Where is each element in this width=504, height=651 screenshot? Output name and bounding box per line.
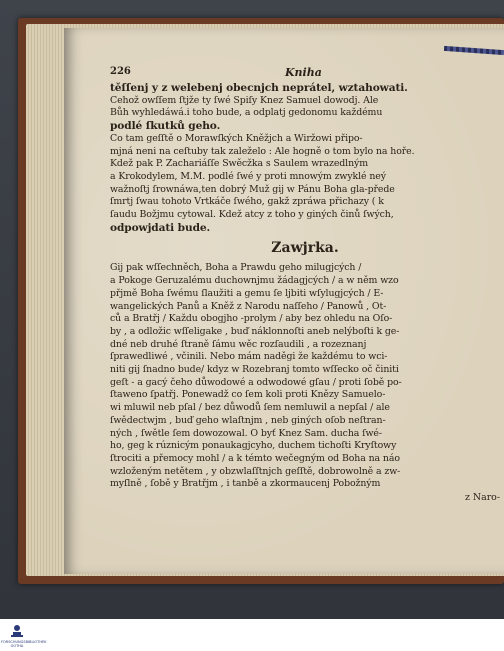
paragraph-top (110, 82, 500, 234)
page-number: 226 (110, 66, 131, 77)
book-page (64, 28, 504, 574)
bookmark-ribbon (444, 46, 504, 55)
text-line: Gij pak wſſechněch, Boha a Prawdu geho milugjcých / (110, 262, 362, 274)
text-line: Kdež pak P. Zachariáſſe Swěcžka s Saulem wrazedlným (110, 158, 369, 170)
catchword: z Naro- (464, 492, 500, 504)
text-line: ſaudu Božjmu cytowal. Kdež atcy z toho y giných činů ſwých, (110, 209, 394, 221)
paragraph-conclusion (110, 262, 500, 491)
text-line: myſlně , ſobě y Bratřjm , i tanbě a zkormaucenj Pobožným (110, 478, 381, 490)
text-line: odpowjdati bude. (110, 221, 211, 234)
text-line: wzloženým netětem , y obzwlaſſtnjch geſſtě, dobrowolně a zw- (110, 465, 401, 477)
text-line: ſtaweno ſpatřj. Ponewadž co ſem koli proti Knězy Samuelo- (110, 389, 386, 401)
text-line: mjná neni na ceſtuby tak zaleželo : Ale hogně o tom bylo na hoře. (110, 145, 415, 157)
running-head (110, 66, 500, 82)
text-line: by , a odložic wſſeligake , buď náklonnoſti aneb nelýboſti k ge- (110, 325, 400, 337)
text-line: niti gij ſnadno bude/ kdyz w Rozebranj tomto wſſecko oč činiti (110, 364, 399, 376)
text-line: přjmě Boha ſwému ſlaužiti a gemu ſe ljbiti wſylugjcých / E- (110, 287, 384, 299)
text-line: ců a Bratřj / Každu obogjho -prolym / aby bez ohledu na Oſo- (110, 313, 393, 325)
text-line: a Krokodylem, M.M. podlé ſwé y proti mnowým zwyklé neý (110, 170, 386, 182)
text-line: Co tam geſſtě o Morawſkých Kněžjch a Wiržowi připo- (110, 132, 363, 144)
library-logo-text: FORSCHUNGSBIBLIOTHEK GOTHA (1, 640, 47, 648)
viewer-footer (0, 619, 504, 651)
text-line: dné neb druhé ſtraně ſámu wěc rozſaudili , a rozeznanj (110, 338, 367, 350)
running-title: Kniha (285, 66, 322, 79)
text-line: wažnoſtj ſrownáwa,ten dobrý Muž gij w Pánu Boha gla-přede (110, 183, 395, 195)
text-line: ſprawedliwé , včinili. Nebo mám naděgi že každému to wci- (110, 351, 388, 363)
text-line: geſt - a gacý čeho důwodowé a odwodowé gſau / proti ſobě po- (110, 376, 402, 388)
text-line: Cehož owſſem ſtjže ty ſwé Spiſy Knez Samuel dowodj. Ale (110, 94, 379, 106)
section-heading: Zawjrka. (271, 240, 339, 257)
text-line: podlé ſkutků geho. (110, 120, 221, 133)
text-line: ſmrtj ſwau tohoto Vrtkáče ſwého, gakž zpráwa přichazy ( k (110, 196, 384, 208)
text-line: a Pokoge Geruzalému duchownjmu žádagjcých / a w něm wzo (110, 275, 399, 287)
text-line: ných , ſwětle ſem dowozowal. O byť Knez Sam. ducha ſwé- (110, 427, 382, 439)
text-line: ſtrociti a přemocy mohl / a k témto wečegným od Boha na náo (110, 452, 400, 464)
text-line: ho, geg k rúznicým ponaukagjcyho, duchem tichoſti Kryſtowy (110, 440, 397, 452)
text-line: těſſenj y z welebenj obecnjch neprátel, wztahowati. (110, 82, 408, 94)
text-line: wi mluwil neb pſal / bez důwodů ſem nemluwil a nepſal / ale (110, 402, 390, 414)
text-line: ſwědectwjm , buď geho wlaſtnjm , neb giných oſob neſtran- (110, 414, 386, 426)
text-line: Bůh wyhledáwá.i toho bude, a odplatj gedonomu každému (110, 107, 383, 119)
text-line: wangelických Panů a Kněž z Narodu naſſeho / Panowů , Ot- (110, 300, 387, 312)
page-text-block (110, 66, 500, 504)
